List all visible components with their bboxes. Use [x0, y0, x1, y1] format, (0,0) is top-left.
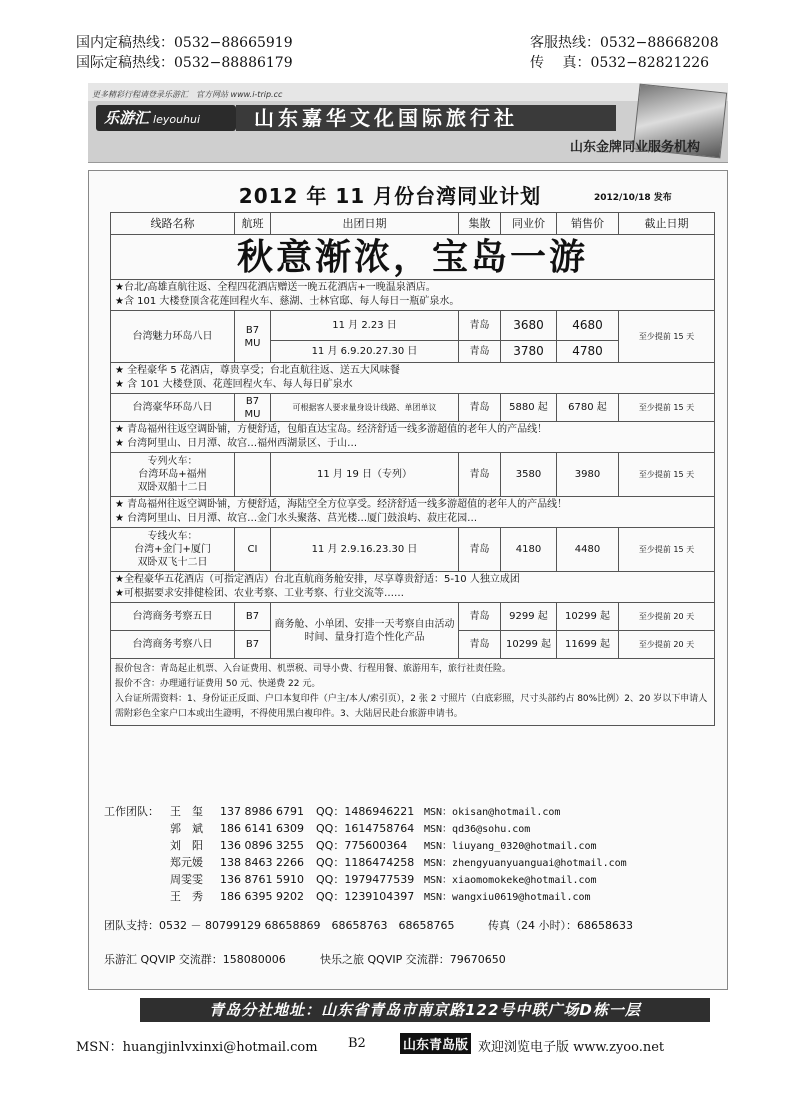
member-email[interactable]: MSN：zhengyuanyuanguai@hotmail.com	[424, 858, 627, 869]
price-terms	[111, 659, 715, 726]
departure-date: 11 月 6.9.20.27.30 日	[271, 341, 459, 363]
header-flight: 航班	[235, 213, 271, 235]
route-name: 台湾商务考察五日	[111, 603, 235, 631]
page-number: B2	[348, 1036, 366, 1051]
city: 青岛	[459, 311, 501, 341]
city: 青岛	[459, 528, 501, 572]
leyouhui-logo	[96, 105, 236, 131]
route-name: 台湾魅力环岛八日	[111, 311, 235, 363]
departure-date: 11 月 2.23 日	[271, 311, 459, 341]
fax-24h: 传真（24 小时）：68658633	[488, 919, 633, 932]
flight-code: B7 MU	[235, 394, 271, 422]
sale-price: 4680	[557, 311, 619, 341]
tour-plan-table	[110, 212, 715, 726]
sale-price: 10299 起	[557, 603, 619, 631]
deadline: 至少提前 15 天	[619, 528, 715, 572]
member-email[interactable]: MSN：okisan@hotmail.com	[424, 807, 561, 818]
fax-line: 传 真：0532−82821226	[530, 55, 710, 71]
terms-include: 报价包含：青岛起止机票、入台证费用、机票税、司导小费、行程用餐、旅游用车，旅行社责任险。	[115, 664, 512, 674]
route-name: 台湾商务考察八日	[111, 631, 235, 659]
peer-price: 10299 起	[501, 631, 557, 659]
qq-group-leyouhui: 乐游汇 QQVIP 交流群：158080006	[104, 953, 286, 966]
qq-group-kuaile: 快乐之旅 QQVIP 交流群：79670650	[320, 953, 506, 966]
logo-text: 乐游汇	[104, 109, 150, 127]
sale-price: 4480	[557, 528, 619, 572]
deadline: 至少提前 15 天	[619, 394, 715, 422]
flight-code: CI	[235, 528, 271, 572]
table-row	[111, 311, 715, 341]
team-member: 郑元媛 138 8463 2266 QQ：1186474258 MSN：zhengyuanyuanguai@hotmail.com	[170, 855, 627, 872]
city: 青岛	[459, 394, 501, 422]
agency-tagline: 山东金牌同业服务机构	[570, 140, 701, 155]
logo-subtext: leyouhui	[153, 113, 201, 126]
peer-price: 3580	[501, 453, 557, 497]
sale-price: 11699 起	[557, 631, 619, 659]
team-member: 周雯雯 136 8761 5910 QQ：1979477539 MSN：xiaomomokeke@hotmail.com	[170, 872, 627, 889]
flight-code	[235, 453, 271, 497]
header-deadline: 截止日期	[619, 213, 715, 235]
city: 青岛	[459, 603, 501, 631]
tour-note: ★全程豪华五花酒店（可指定酒店）台北直航商务舱安排，尽享尊贵舒适：5-10 人独立成团 ★可根据要求安排健检团、农业考察、工业考察、行业交流等……	[111, 572, 715, 603]
departure-date: 商务舱、小单团、安排一天考察自由活动时间、量身打造个性化产品	[271, 603, 459, 659]
team-member: 王 秀 186 6395 9202 QQ：1239104397 MSN：wangxiu0619@hotmail.com	[170, 889, 627, 906]
table-header-row	[111, 213, 715, 235]
header-sale-price: 销售价	[557, 213, 619, 235]
peer-price: 9299 起	[501, 603, 557, 631]
peer-price: 5880 起	[501, 394, 557, 422]
deadline: 至少提前 20 天	[619, 631, 715, 659]
departure-date: 11 月 19 日（专列）	[271, 453, 459, 497]
city: 青岛	[459, 341, 501, 363]
header-date: 出团日期	[271, 213, 459, 235]
peer-price: 3780	[501, 341, 557, 363]
sale-price: 4780	[557, 341, 619, 363]
member-email[interactable]: MSN：liuyang_0320@hotmail.com	[424, 841, 597, 852]
agency-name: 山东嘉华文化国际旅行社	[236, 105, 616, 131]
member-email[interactable]: MSN：qd36@sohu.com	[424, 824, 531, 835]
city: 青岛	[459, 453, 501, 497]
branch-address: 青岛分社地址：山东省青岛市南京路122号中联广场D栋一层	[140, 998, 710, 1022]
team-member: 郭 斌 186 6141 6309 QQ：1614758764 MSN：qd36@sohu.com	[170, 821, 627, 838]
route-name: 专线火车： 台湾+金门+厦门 双卧双飞十二日	[111, 528, 235, 572]
departure-date: 可根据客人要求量身设计线路、单团单议	[271, 394, 459, 422]
sale-price: 3980	[557, 453, 619, 497]
banner-website-text: 更多精彩行程请登录乐游汇 官方网站 www.i-trip.cc	[92, 90, 283, 99]
header-route: 线路名称	[111, 213, 235, 235]
table-row	[111, 394, 715, 422]
departure-date: 11 月 2.9.16.23.30 日	[271, 528, 459, 572]
team-support: 团队支持：0532 － 80799129 68658869 68658763 68658765	[104, 919, 455, 932]
footer-msn: MSN：huangjinlvxinxi@hotmail.com	[76, 1040, 318, 1055]
terms-materials: 入台证所需资料：1、身份证正反面、户口本复印件（户主/本人/索引页），2 张 2 寸照片（白底彩照，尺寸头部约占 80%比例）2、20 岁以下申请人需附彩色全家户口本或出生證明，不得使用黑白複印件。3、大陆居民赴台旅游申请书。	[115, 694, 708, 719]
slogan: 秋意渐浓，宝岛一游	[111, 235, 715, 280]
terms-exclude: 报价不含：办理通行证费用 50 元、快递费 22 元。	[115, 679, 321, 689]
member-email[interactable]: MSN：xiaomomokeke@hotmail.com	[424, 875, 597, 886]
deadline: 至少提前 15 天	[619, 311, 715, 363]
peer-price: 4180	[501, 528, 557, 572]
team-member: 刘 阳 136 0896 3255 QQ：775600364 MSN：liuyang_0320@hotmail.com	[170, 838, 627, 855]
service-hotline: 客服热线：0532−88668208	[530, 35, 719, 51]
deadline: 至少提前 20 天	[619, 603, 715, 631]
team-label: 工作团队：	[104, 805, 159, 818]
tour-note: ★ 全程豪华 5 花酒店，尊贵享受；台北直航往返、送五大风味餐 ★ 含 101 大楼登顶、花莲回程火车、每人每日矿泉水	[111, 363, 715, 394]
intl-hotline: 国际定稿热线：0532−88886179	[76, 55, 293, 71]
team-list	[170, 804, 627, 906]
city: 青岛	[459, 631, 501, 659]
publish-date: 2012/10/18 发布	[594, 193, 672, 203]
header-city: 集散	[459, 213, 501, 235]
flight-code: B7	[235, 631, 271, 659]
tour-note: ★台北/高雄直航往返、全程四花酒店赠送一晚五花酒店+一晚温泉酒店。 ★含 101 大楼登顶含花莲回程火车、慈湖、士林官邸、每人每日一瓶矿泉水。	[111, 280, 715, 311]
table-row	[111, 453, 715, 497]
tour-note: ★ 青岛福州往返空调卧铺，方便舒适，包船直达宝岛。经济舒适一线多游超值的老年人的产品线！ ★ 台湾阿里山、日月潭、故宫…福州西湖景区、于山…	[111, 422, 715, 453]
team-member: 王 玺 137 8986 6791 QQ：1486946221 MSN：okisan@hotmail.com	[170, 804, 627, 821]
table-row	[111, 528, 715, 572]
route-name: 专列火车： 台湾环岛+福州 双卧双船十二日	[111, 453, 235, 497]
header-peer-price: 同业价	[501, 213, 557, 235]
flight-code: B7 MU	[235, 311, 271, 363]
flight-code: B7	[235, 603, 271, 631]
tour-note: ★ 青岛福州往返空调卧铺，方便舒适，海陆空全方位享受。经济舒适一线多游超值的老年人的产品线！ ★ 台湾阿里山、日月潭、故宫…金门水头聚落、莒光楼…厦门鼓浪屿、菽庄花园…	[111, 497, 715, 528]
table-row	[111, 603, 715, 631]
plan-title: 2012 年 11 月份台湾同业计划	[238, 184, 542, 208]
footer-welcome[interactable]: 欢迎浏览电子版 www.zyoo.net	[478, 1040, 665, 1055]
sale-price: 6780 起	[557, 394, 619, 422]
member-email[interactable]: MSN：wangxiu0619@hotmail.com	[424, 892, 591, 903]
domestic-hotline: 国内定稿热线：0532−88665919	[76, 35, 293, 51]
route-name: 台湾豪华环岛八日	[111, 394, 235, 422]
edition-badge: 山东青岛版	[400, 1033, 471, 1054]
peer-price: 3680	[501, 311, 557, 341]
deadline: 至少提前 15 天	[619, 453, 715, 497]
